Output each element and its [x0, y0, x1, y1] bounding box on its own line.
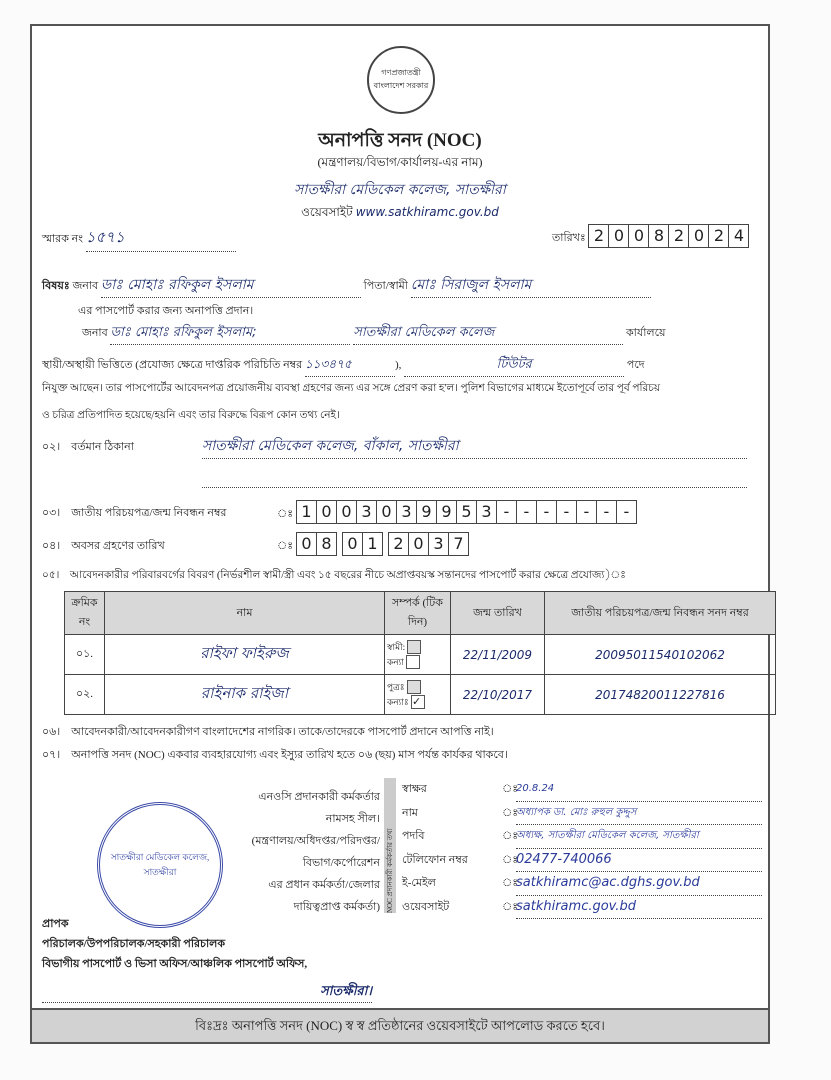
field-label: টেলিফোন নম্বর [402, 853, 468, 866]
digit-box: - [616, 500, 637, 524]
form-title: অনাপত্তি সনদ (NOC) [318, 130, 482, 151]
digit-box: 3 [428, 532, 449, 556]
digit-box: 0 [316, 500, 337, 524]
address-line-2 [202, 478, 747, 488]
subject-line [42, 273, 762, 321]
digit-box: 0 [408, 532, 429, 556]
digit-box: 9 [436, 500, 457, 524]
digit-box: 2 [588, 224, 609, 248]
desc-line: এনওসি প্রদানকারী কর্মকর্তার [258, 791, 380, 803]
digit-box: 1 [362, 532, 383, 556]
item-validity [42, 746, 508, 765]
seal-text: গণপ্রজাতন্ত্রী বাংলাদেশ সরকার [373, 68, 429, 90]
row-reg: 20095011540102062 [545, 635, 776, 675]
row-sl: ০১. [65, 635, 105, 675]
item-no: ০৪। [42, 540, 61, 552]
body-line2 [42, 355, 762, 377]
digit-box: 0 [342, 532, 363, 556]
digit-box: 8 [316, 532, 337, 556]
item-no: ০৫। [42, 570, 60, 581]
officer-field: ই-মেইল ঃ satkhiramc@ac.dghs.gov.bd [402, 872, 762, 896]
digit-box: 0 [608, 224, 629, 248]
item-label: বর্তমান ঠিকানা [71, 441, 134, 453]
body-office: সাতক্ষীরা মেডিকেল কলেজ [353, 323, 623, 345]
header-dob: জন্ম তারিখ [451, 592, 545, 635]
office-name: সাতক্ষীরা মেডিকেল কলেজ, সাতক্ষীরা [294, 182, 506, 198]
officer-field: পদবি ঃ অধ্যক্ষ, সাতক্ষীরা মেডিকেল কলেজ, সাতক্ষীরা [402, 825, 762, 849]
item-no: ০৭। [42, 749, 61, 761]
desc-line: বিভাগ/কর্পোরেশন [302, 857, 380, 869]
relation-label: স্বামী: [387, 641, 406, 652]
digit-box: 4 [728, 224, 749, 248]
memo-value: ১৫৭১ [86, 226, 236, 252]
office-stamp [97, 802, 223, 928]
father-label: পিতা/স্বামী [363, 280, 408, 292]
digit-box: 3 [356, 500, 377, 524]
father-name: মোঃ সিরাজুল ইসলাম [411, 273, 651, 298]
recipient [42, 914, 372, 1003]
desc-line: দায়িত্বপ্রাপ্ত কর্মকর্তা) [293, 901, 380, 913]
body-paragraph-2: ও চরিত্র প্রতিপাদিত হয়েছে/হয়নি এবং তার বিরুদ্ধে বিরূপ কোন তথ্য নেই। [42, 410, 340, 421]
item-label: আবেদনকারী/আবেদনকারীগণ বাংলাদেশের নাগরিক। তাকে/তাদেরকে পাসপোর্ট প্রদানে আপত্তি নাই। [71, 726, 494, 738]
digit-box: - [596, 500, 617, 524]
item-citizen [42, 723, 494, 742]
nid-boxes: ঃ 1 0 0 3 0 3 9 9 5 3 - - - - - - - [277, 500, 636, 524]
row-dob: 22/10/2017 [451, 675, 545, 715]
header-relation: সম্পর্ক (টিক দিন) [385, 592, 451, 635]
digit-box: 5 [456, 500, 477, 524]
item-label: আবেদনকারীর পরিবারবর্গের বিবরণ (নির্ভরশীল স্বামী/স্ত্রী এবং ১৫ বছরের নীচে অপ্রাপ্তবয়স্ক সন্তানদের পাসপোর্ট করার ক্ষেত্রে প্রযোজ্য)ঃ [69, 570, 626, 581]
field-label: ই-মেইল [402, 877, 436, 889]
recipient-label: প্রাপক [42, 918, 69, 930]
table-row [65, 675, 776, 715]
body-applicant-name: ডাঃ মোহাঃ রফিকুল ইসলাম; [110, 323, 350, 345]
item-retire [42, 537, 165, 556]
item-no: ০৩। [42, 507, 61, 519]
janab-label: জনাব [72, 280, 99, 292]
item-address [42, 438, 134, 457]
item-family [42, 568, 626, 585]
table-row [65, 635, 776, 675]
footer-note: বিঃদ্রঃ অনাপত্তি সনদ (NOC) স্ব স্ব প্রতিষ্ঠানের ওয়েবসাইটে আপলোড করতে হবে। [32, 1008, 768, 1042]
official-id: ১১৩৪৭৫ [305, 356, 395, 377]
field-label: পদবি [402, 830, 425, 842]
memo-number [42, 226, 236, 252]
desc-line: (মন্ত্রণালয়/অধিদপ্তর/পরিদপ্তর/ [251, 835, 380, 847]
website-line [32, 204, 768, 224]
item-label: অবসর গ্রহণের তারিখ [71, 540, 165, 552]
body-line1 [82, 323, 772, 345]
recipient-line2: বিভাগীয় পাসপোর্ট ও ভিসা অফিস/আঞ্চলিক পাসপোর্ট অফিস, [42, 958, 308, 970]
retire-boxes: ঃ 0 8 0 1 2 0 3 7 [277, 532, 468, 556]
relation-checkbox[interactable] [407, 640, 421, 654]
officer-description [212, 786, 380, 918]
item-label: জাতীয় পরিচয়পত্র/জন্ম নিবন্ধন নম্বর [71, 507, 227, 519]
field-label: নাম [402, 806, 418, 819]
digit-box: - [536, 500, 557, 524]
digit-box: - [556, 500, 577, 524]
website-value: www.satkhiramc.gov.bd [355, 205, 499, 219]
field-value: 02477-740066 [516, 849, 762, 873]
field-label: ওয়েবসাইট [402, 900, 450, 913]
item-label: অনাপত্তি সনদ (NOC) একবার ব্যবহারযোগ্য এবং ইস্যুর তারিখ হতে ০৬ (ছয়) মাস পর্যন্ত কার্যকর থাকবে। [71, 749, 508, 761]
janab-label: জনাব [82, 327, 108, 339]
row-name: রাইফা ফাইরুজ [105, 635, 385, 675]
field-value: satkhiramc.gov.bd [516, 896, 762, 920]
digit-box: 3 [396, 500, 417, 524]
digit-box: 1 [296, 500, 317, 524]
digit-box: 0 [628, 224, 649, 248]
date-label: তারিখঃ [552, 232, 586, 244]
digit-box: 0 [296, 532, 317, 556]
digit-box: - [496, 500, 517, 524]
item-no: ০২। [42, 441, 61, 453]
row-reg: 20174820011227816 [545, 675, 776, 715]
relation-checkbox[interactable] [407, 680, 421, 694]
recipient-city: সাতক্ষীরা। [42, 982, 372, 1003]
digit-box: - [516, 500, 537, 524]
applicant-name: ডাঃ মোহাঃ রফিকুল ইসলাম [101, 273, 361, 298]
basis-text: স্থায়ী/অস্থায়ী ভিত্তিতে (প্রযোজ্য ক্ষেত্রে দাপ্তরিক পরিচিতি নম্বর [42, 359, 303, 371]
field-value: অধ্যাপক ডা. মোঃ রুহুল কুদ্দুস [516, 802, 762, 826]
relation-checkbox[interactable] [406, 655, 420, 669]
officer-field: টেলিফোন নম্বর ঃ 02477-740066 [402, 849, 762, 873]
digit-box: 0 [336, 500, 357, 524]
header-sl: ক্রমিক নং [65, 592, 105, 635]
relation-label: পুত্রঃ [387, 681, 405, 692]
subject-label: বিষয়ঃ [42, 280, 70, 292]
side-label: NOC প্রদানকারী কর্মকর্তার তথ্য [384, 778, 396, 913]
field-label: স্বাক্ষর [402, 783, 427, 795]
desc-line: নামসহ সীল। [325, 813, 380, 825]
website-label: ওয়েবসাইট [301, 205, 353, 219]
digit-box: 2 [388, 532, 409, 556]
memo-label: স্মারক নং [42, 233, 83, 245]
government-seal [367, 46, 435, 114]
digit-box: 9 [416, 500, 437, 524]
header-name: নাম [105, 592, 385, 635]
digit-box: 0 [688, 224, 709, 248]
field-value: অধ্যক্ষ, সাতক্ষীরা মেডিকেল কলেজ, সাতক্ষীরা [516, 825, 762, 849]
subject-line2: এর পাসপোর্ট করার জন্য অনাপত্তি প্রদান। [78, 305, 254, 317]
relation-checkbox-checked[interactable]: ✓ [411, 695, 425, 709]
relation-label: কন্যা [387, 656, 404, 667]
digit-box: 7 [448, 532, 469, 556]
body-paragraph: নিযুক্ত আছেন। তার পাসপোর্টের আবেদনপত্র প্রয়োজনীয় ব্যবস্থা গ্রহণের জন্য এর সঙ্গে প্রেরণ করা হ'ল। পুলিশ বিভাগের মাধ্যমে ইতোপূর্বে তার পূর্ব পরিচয় [42, 383, 661, 394]
date-field [552, 224, 748, 248]
form-subtitle: (মন্ত্রণালয়/বিভাগ/কার্যালয়-এর নাম) [317, 155, 483, 169]
close-paren: ), [394, 359, 402, 371]
stamp-text: সাতক্ষীরা মেডিকেল কলেজ, সাতক্ষীরা [110, 852, 210, 877]
digit-box: 2 [668, 224, 689, 248]
recipient-line1: পরিচালক/উপপরিচালক/সহকারী পরিচালক [42, 938, 226, 950]
officer-fields [402, 778, 762, 919]
digit-box: 0 [376, 500, 397, 524]
post-name: টিউটর [404, 355, 624, 377]
desc-line: এর প্রধান কর্মকর্তা/জেলার [268, 879, 380, 891]
field-value: 20.8.24 [516, 778, 762, 802]
officer-field: ওয়েবসাইট ঃ satkhiramc.gov.bd [402, 896, 762, 920]
item-nid [42, 504, 226, 523]
row-dob: 22/11/2009 [451, 635, 545, 675]
address-value: সাতক্ষীরা মেডিকেল কলেজ, বাঁকাল, সাতক্ষীরা [202, 434, 747, 459]
row-name: রাইনাক রাইজা [105, 675, 385, 715]
header-reg: জাতীয় পরিচয়পত্র/জন্ম নিবন্ধন সনদ নম্বর [545, 592, 776, 635]
digit-box: 3 [476, 500, 497, 524]
officer-field: নাম ঃ অধ্যাপক ডা. মোঃ রুহুল কুদ্দুস [402, 802, 762, 826]
officer-field: স্বাক্ষর ঃ 20.8.24 [402, 778, 762, 802]
family-table [64, 591, 776, 715]
item-no: ০৬। [42, 726, 61, 738]
post-suffix: পদে [626, 359, 645, 371]
relation-label: কন্যাঃ [387, 696, 409, 707]
digit-box: 2 [708, 224, 729, 248]
digit-box: 8 [648, 224, 669, 248]
digit-box: - [576, 500, 597, 524]
noc-form [30, 24, 770, 1044]
row-sl: ০২. [65, 675, 105, 715]
field-value: satkhiramc@ac.dghs.gov.bd [516, 872, 762, 896]
office-suffix: কার্যালয়ে [625, 327, 666, 339]
